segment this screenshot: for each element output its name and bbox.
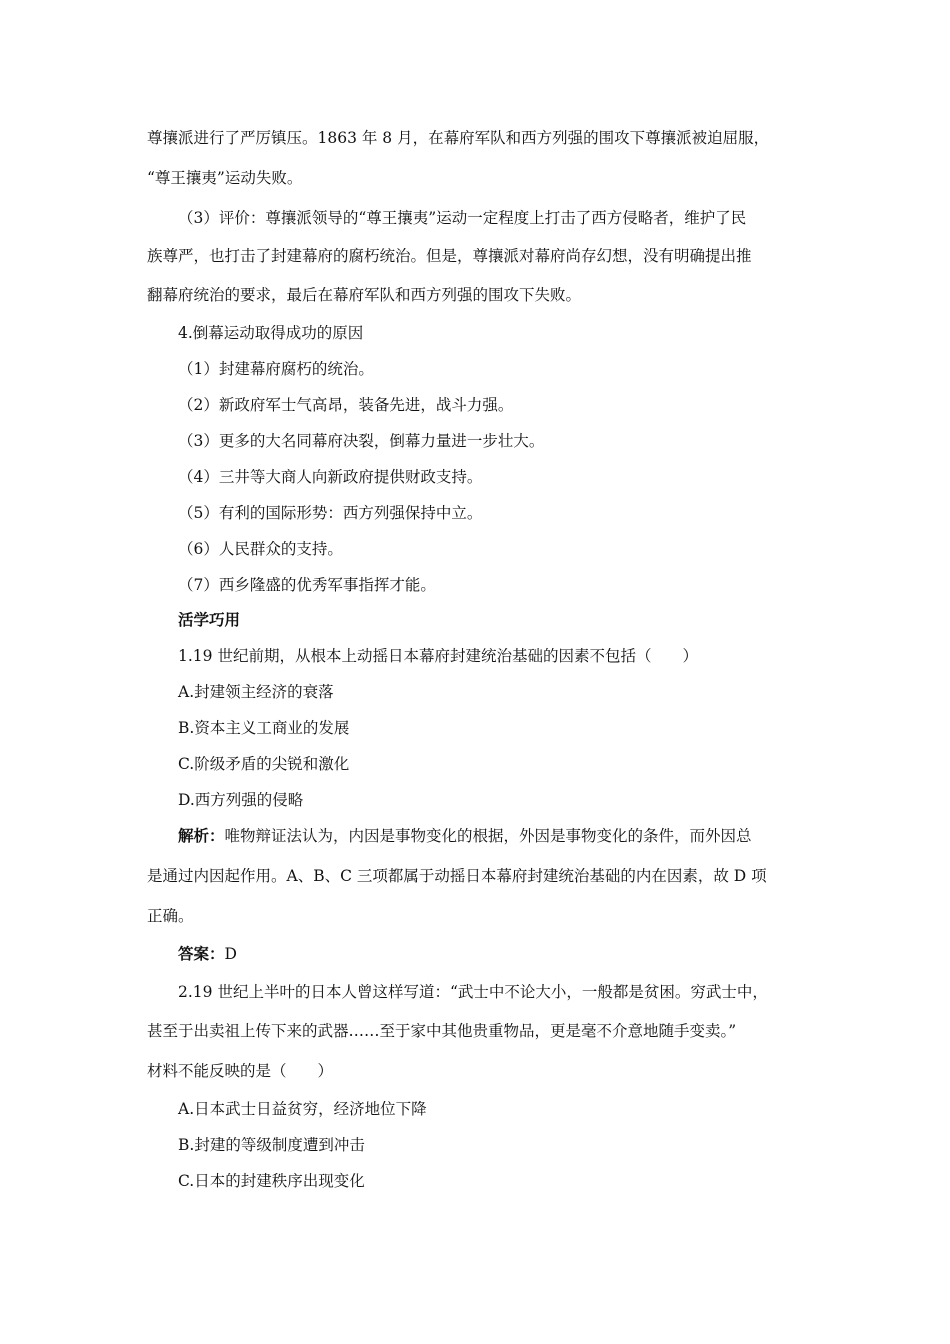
text-line: 正确。 — [147, 907, 194, 925]
list-item: （7）西乡隆盛的优秀军事指挥才能。 — [178, 576, 436, 594]
analysis-text: 唯物辩证法认为，内因是事物变化的根据，外因是事物变化的条件，而外因总 — [224, 827, 752, 845]
list-item: （3）更多的大名同幕府决裂，倒幕力量进一步壮大。 — [178, 432, 545, 450]
list-item: （5）有利的国际形势：西方列强保持中立。 — [178, 504, 483, 522]
text-line: 翻幕府统治的要求，最后在幕府军队和西方列强的围攻下失败。 — [147, 286, 582, 304]
text-line: 是通过内因起作用。A、B、C 三项都属于动摇日本幕府封建统治基础的内在因素，故 D 项 — [147, 867, 767, 885]
answer-line — [178, 944, 237, 964]
list-item: （4）三井等大商人向新政府提供财政支持。 — [178, 468, 483, 486]
text-line: 尊攘派进行了严厉镇压。1863 年 8 月，在幕府军队和西方列强的围攻下尊攘派被迫屈服， — [147, 129, 770, 147]
analysis-label: 解析： — [178, 826, 225, 845]
answer-option: A.日本武士日益贫穷，经济地位下降 — [178, 1100, 427, 1118]
list-item: （2）新政府军士气高昂，装备先进，战斗力强。 — [178, 396, 514, 414]
text-line: （3）评价：尊攘派领导的“尊王攘夷”运动一定程度上打击了西方侵略者，维护了民 — [178, 209, 747, 227]
text-line: 族尊严，也打击了封建幕府的腐朽统治。但是，尊攘派对幕府尚存幻想，没有明确提出推 — [147, 247, 752, 265]
answer-option: A.封建领主经济的衰落 — [178, 683, 334, 701]
analysis-line — [178, 826, 752, 846]
question-stem: 2.19 世纪上半叶的日本人曾这样写道：“武士中不论大小，一般都是贫困。穷武士中， — [178, 983, 768, 1001]
text-line: “尊王攘夷”运动失败。 — [147, 169, 303, 187]
answer-option: B.资本主义工商业的发展 — [178, 719, 350, 737]
section-title: 活学巧用 — [178, 610, 241, 629]
answer-option: D.西方列强的侵略 — [178, 791, 304, 809]
answer-option: C.日本的封建秩序出现变化 — [178, 1172, 365, 1190]
list-item: （6）人民群众的支持。 — [178, 540, 343, 558]
answer-option: C.阶级矛盾的尖锐和激化 — [178, 755, 350, 773]
text-line: 材料不能反映的是（ ） — [147, 1062, 334, 1080]
answer-value: D — [224, 945, 237, 963]
answer-label: 答案： — [178, 944, 225, 963]
text-line: 甚至于出卖祖上传下来的武器……至于家中其他贵重物品，更是毫不介意地随手变卖。” — [147, 1022, 737, 1040]
question-stem: 1.19 世纪前期，从根本上动摇日本幕府封建统治基础的因素不包括（ ） — [178, 647, 698, 665]
answer-option: B.封建的等级制度遭到冲击 — [178, 1136, 365, 1154]
list-item: （1）封建幕府腐朽的统治。 — [178, 360, 374, 378]
section-heading: 4.倒幕运动取得成功的原因 — [178, 324, 364, 342]
